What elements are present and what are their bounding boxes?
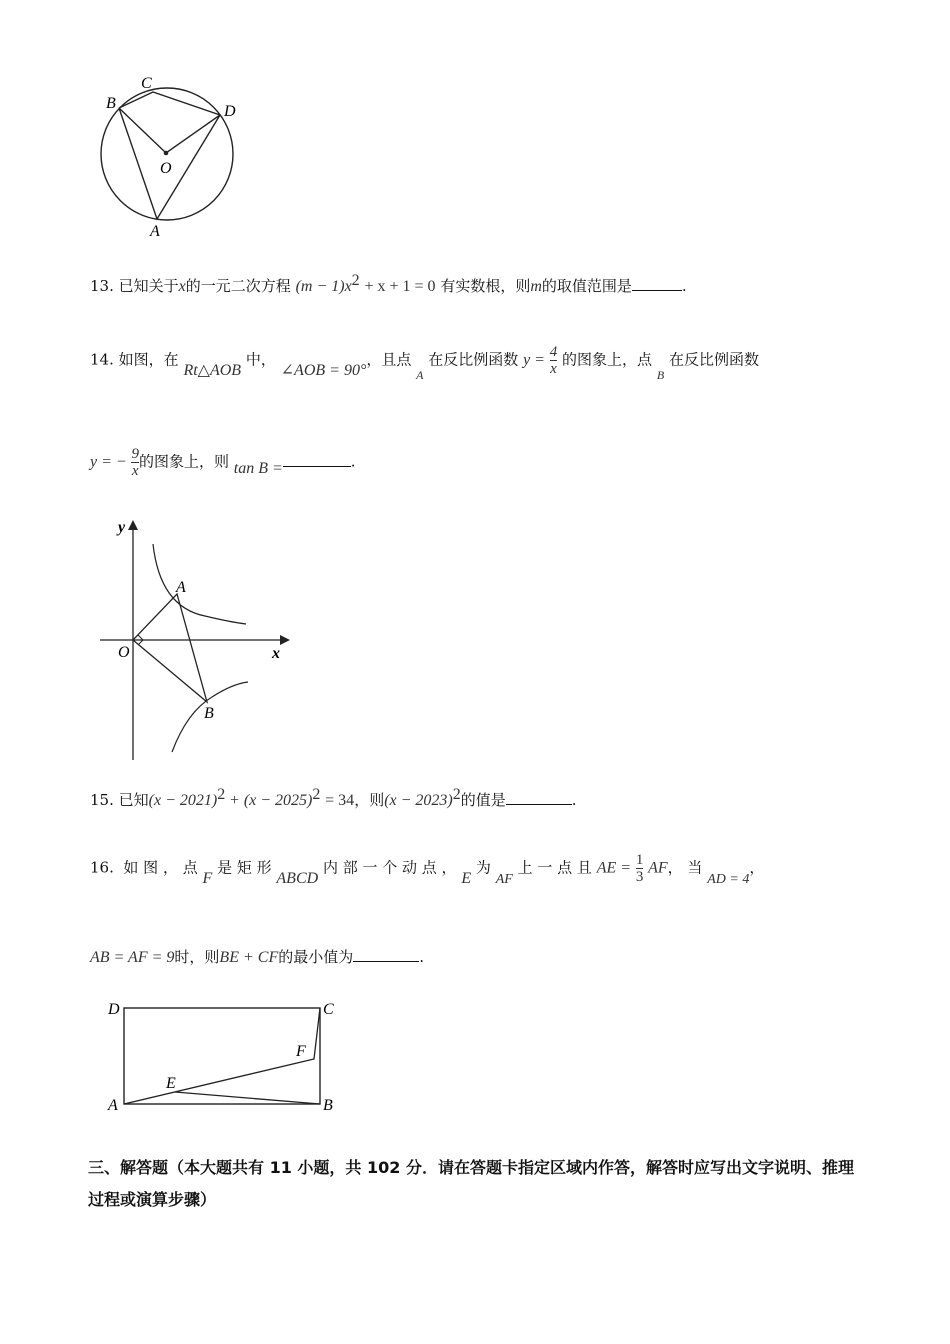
label-O: O (118, 644, 130, 661)
q14-text-2: 中， (245, 350, 276, 369)
q16-text-1: 如 图 ， 点 (123, 858, 198, 877)
q16-af: AF (648, 859, 668, 877)
q14-text-3: ，且点 (366, 350, 412, 369)
q13-equation-lhs: (m − 1)x (295, 278, 352, 295)
q15-exp-1: 2 (217, 786, 226, 803)
q16-fraction (636, 852, 644, 885)
q15-expr-2: (x − 2025) (243, 792, 313, 809)
q16-ab: AB = AF = 9 (90, 949, 175, 966)
label-A: A (150, 223, 160, 240)
q16-text-4: 为 (475, 858, 491, 877)
label-B: B (204, 705, 214, 722)
q14-func1-den: x (550, 361, 557, 377)
q13-end: . (681, 277, 687, 295)
q16-text-2: 是 矩 形 (217, 858, 272, 877)
q15-plus: + (230, 792, 240, 809)
question-15 (90, 786, 577, 810)
label-A: A (176, 579, 186, 596)
x-axis-arrow (280, 635, 290, 645)
radius-lines (119, 108, 220, 153)
triangle-AOB (133, 594, 207, 702)
q14-point-A: A (416, 367, 424, 382)
label-x: x (272, 645, 280, 662)
q14-point-B: B (656, 367, 665, 382)
q14-text-1: 如图，在 (118, 350, 179, 369)
q16-text-5: 上 一 点 且 (517, 858, 592, 877)
q15-end: . (571, 791, 577, 809)
q15-eq: = 34 (325, 792, 355, 809)
q15-expr-1: (x − 2021) (148, 792, 218, 809)
label-D: D (224, 103, 236, 120)
q13-text-3: 有实数根，则 (440, 277, 531, 295)
rectangle-ABCD (124, 1008, 320, 1104)
q13-text-2: 的一元二次方程 (185, 277, 291, 295)
q13-var-m: m (530, 278, 542, 295)
q14-func2-fraction (131, 446, 139, 479)
q15-text-3: 的值是 (460, 791, 506, 809)
chord-lines (119, 92, 220, 219)
q13-text-4: 的取值范围是 (541, 277, 632, 295)
section-3-heading: 三、解答题（本大题共有 11 小题，共 102 分．请在答题卡指定区域内作答，解答时应写出文字说明、推理过程或演算步骤） (88, 1158, 854, 1209)
q16-answer-blank[interactable] (353, 947, 419, 962)
label-B: B (323, 1097, 333, 1114)
label-F: F (296, 1043, 306, 1060)
question-14-line-1 (90, 344, 759, 382)
q16-text-7: 时，则 (174, 948, 220, 966)
q14-text-4: 在反比例函数 (428, 350, 519, 369)
rectangle-figure (100, 994, 350, 1118)
question-14-line-2 (90, 446, 356, 479)
question-13 (90, 272, 687, 296)
q14-triangle: Rt△AOB (183, 361, 242, 379)
q16-point-F: F (202, 869, 213, 887)
center-point (164, 151, 169, 156)
q14-tan: tan B = (233, 459, 283, 477)
q14-func1-left: y = (523, 351, 545, 369)
q16-ad: AD = 4 (707, 871, 750, 887)
q13-text-1: 已知关于 (118, 277, 179, 295)
question-16-line-1 (90, 852, 764, 885)
q14-answer-blank[interactable] (283, 452, 351, 467)
q16-frac-den: 3 (635, 869, 644, 885)
circle-figure (90, 70, 250, 240)
q14-text-6: 在反比例函数 (668, 350, 759, 369)
q16-text-6: ， 当 (667, 858, 703, 877)
label-B: B (106, 95, 116, 112)
label-D: D (108, 1001, 120, 1018)
q15-exp-3: 2 (452, 786, 461, 803)
q15-exp-2: 2 (312, 786, 321, 803)
q14-func2-num: 9 (131, 446, 139, 462)
label-C: C (323, 1001, 334, 1018)
q16-sum: BE + CF (219, 949, 279, 966)
q15-text-1: 已知 (118, 791, 149, 809)
q13-number: 13. (90, 277, 114, 295)
q14-func2-left: y = − (90, 453, 127, 471)
graph-figure (92, 512, 302, 767)
q14-number: 14. (90, 350, 114, 369)
label-E: E (166, 1075, 176, 1092)
label-C: C (141, 75, 152, 92)
q16-text-8: 的最小值为 (278, 948, 354, 966)
y-axis-arrow (128, 520, 138, 530)
q14-func1-fraction (550, 344, 558, 377)
q14-func1-num: 4 (549, 344, 558, 360)
q16-frac-num: 1 (635, 852, 644, 868)
q16-seg: AF (495, 871, 513, 887)
q16-point-E: E (461, 869, 472, 887)
q14-angle: ∠AOB = 90° (280, 361, 367, 379)
q15-expr-3: (x − 2023) (384, 792, 453, 809)
q16-comma: ， (749, 858, 765, 877)
segment-AF-FC (124, 1008, 320, 1104)
label-A: A (108, 1097, 118, 1114)
q15-answer-blank[interactable] (506, 790, 572, 805)
q16-text-3: 内 部 一 个 动 点 ， (322, 858, 457, 877)
q15-number: 15. (90, 791, 114, 809)
q13-answer-blank[interactable] (632, 276, 682, 291)
q16-number: 16. (90, 858, 114, 877)
q13-exponent: 2 (351, 272, 360, 289)
question-16-line-2 (90, 946, 424, 967)
label-O: O (160, 160, 172, 177)
q16-end: . (419, 948, 425, 966)
label-y: y (118, 519, 126, 536)
q15-text-2: ，则 (354, 791, 385, 809)
q16-ae: AE = (596, 859, 632, 877)
q14-text-7: 的图象上，则 (138, 452, 229, 471)
curve-y-4-over-x (153, 544, 246, 624)
q14-text-5: 的图象上，点 (562, 350, 653, 369)
segment-EB (175, 1092, 320, 1104)
q13-var-x: x (178, 278, 186, 295)
q14-func2-den: x (131, 463, 139, 479)
q16-rect: ABCD (276, 869, 319, 887)
q14-end: . (350, 452, 356, 471)
q13-equation-rhs: + x + 1 = 0 (364, 278, 436, 295)
